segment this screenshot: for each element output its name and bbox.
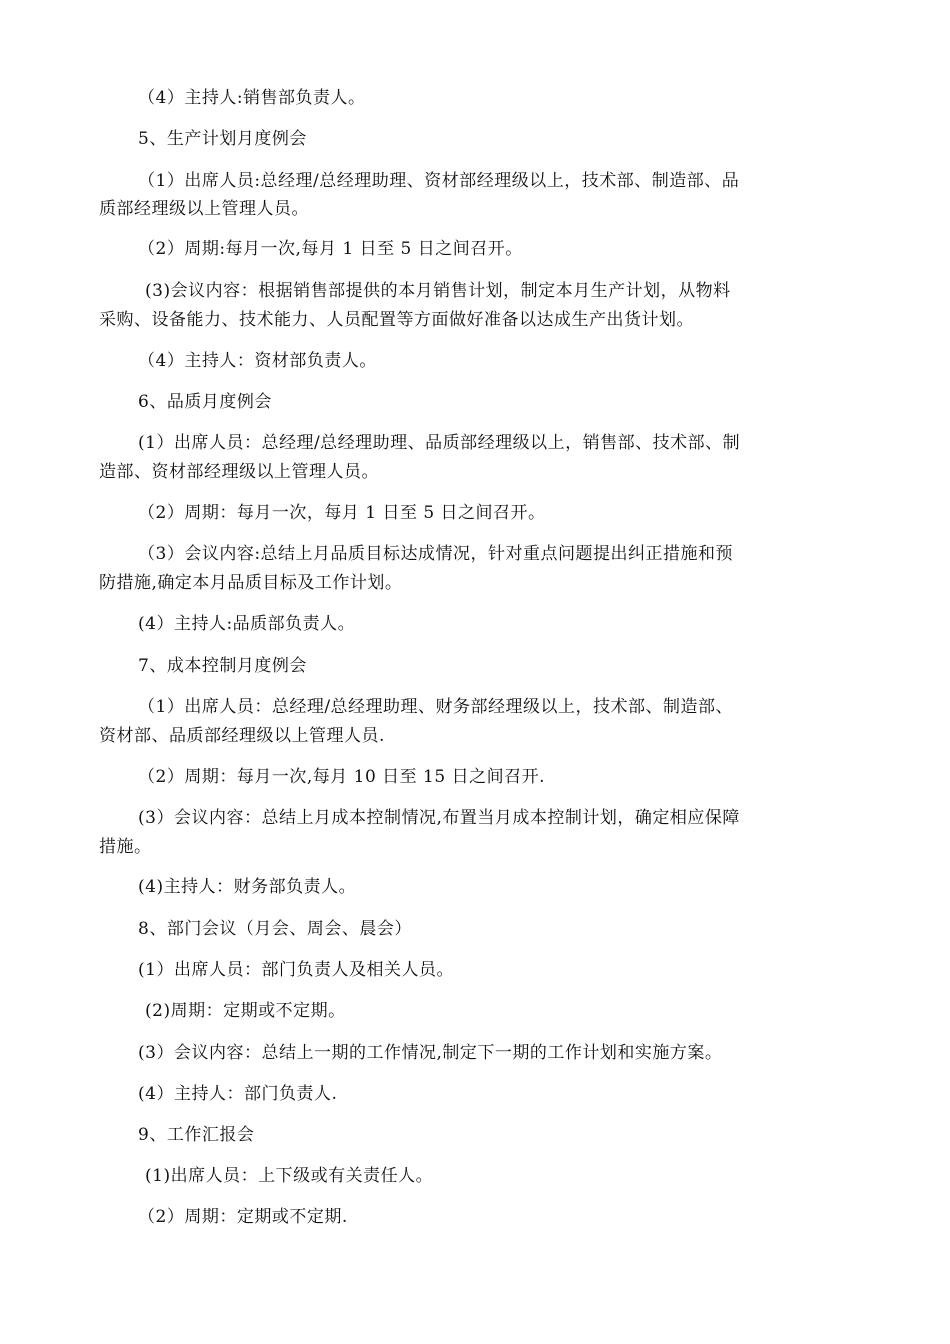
text-line: （2）周期：定期或不定期. bbox=[138, 1207, 348, 1227]
section-heading: 8、部门会议（月会、周会、晨会） bbox=[138, 919, 412, 939]
text-line: 造部、资材部经理级以上管理人员。 bbox=[99, 462, 379, 482]
text-line: （3）会议内容:总结上月品质目标达成情况，针对重点问题提出纠正措施和预 bbox=[138, 544, 734, 564]
text-line: (4）主持人：部门负责人. bbox=[138, 1084, 338, 1104]
section-heading: 6、品质月度例会 bbox=[138, 392, 272, 412]
text-line: (1）出席人员：总经理/总经理助理、品质部经理级以上，销售部、技术部、制 bbox=[138, 433, 741, 453]
section-heading: 5、生产计划月度例会 bbox=[138, 129, 307, 149]
text-line: （1）出席人员：总经理/总经理助理、财务部经理级以上，技术部、制造部、 bbox=[138, 697, 734, 717]
text-line: (3）会议内容：总结上月成本控制情况,布置当月成本控制计划，确定相应保障 bbox=[138, 808, 740, 828]
text-line: （2）周期：每月一次，每月 1 日至 5 日之间召开。 bbox=[138, 503, 546, 523]
text-line: (2)周期：定期或不定期。 bbox=[145, 1001, 346, 1021]
text-line: （1）出席人员:总经理/总经理助理、资材部经理级以上，技术部、制造部、品 bbox=[138, 171, 740, 191]
text-line: (1)出席人员：上下级或有关责任人。 bbox=[145, 1166, 434, 1186]
text-line: (4）主持人:品质部负责人。 bbox=[138, 614, 356, 634]
text-line: （2）周期:每月一次,每月 1 日至 5 日之间召开。 bbox=[138, 239, 523, 259]
text-line: (3)会议内容：根据销售部提供的本月销售计划，制定本月生产计划，从物料 bbox=[145, 281, 731, 301]
section-heading: 7、成本控制月度例会 bbox=[138, 656, 307, 676]
text-line: （4）主持人:销售部负责人。 bbox=[138, 88, 366, 108]
text-line: 质部经理级以上管理人员。 bbox=[99, 199, 309, 219]
section-heading: 9、工作汇报会 bbox=[138, 1125, 255, 1145]
text-line: (4)主持人：财务部负责人。 bbox=[138, 877, 357, 897]
text-line: （4）主持人：资材部负责人。 bbox=[138, 351, 377, 371]
text-line: (3）会议内容：总结上一期的工作情况,制定下一期的工作计划和实施方案。 bbox=[138, 1043, 723, 1063]
text-line: (1）出席人员：部门负责人及相关人员。 bbox=[138, 960, 454, 980]
text-line: 资材部、品质部经理级以上管理人员. bbox=[99, 726, 385, 746]
text-line: 防措施,确定本月品质目标及工作计划。 bbox=[99, 573, 403, 593]
text-line: （2）周期：每月一次,每月 10 日至 15 日之间召开. bbox=[138, 767, 546, 787]
text-line: 措施。 bbox=[99, 837, 152, 857]
text-line: 采购、设备能力、技术能力、人员配置等方面做好准备以达成生产出货计划。 bbox=[99, 310, 694, 330]
